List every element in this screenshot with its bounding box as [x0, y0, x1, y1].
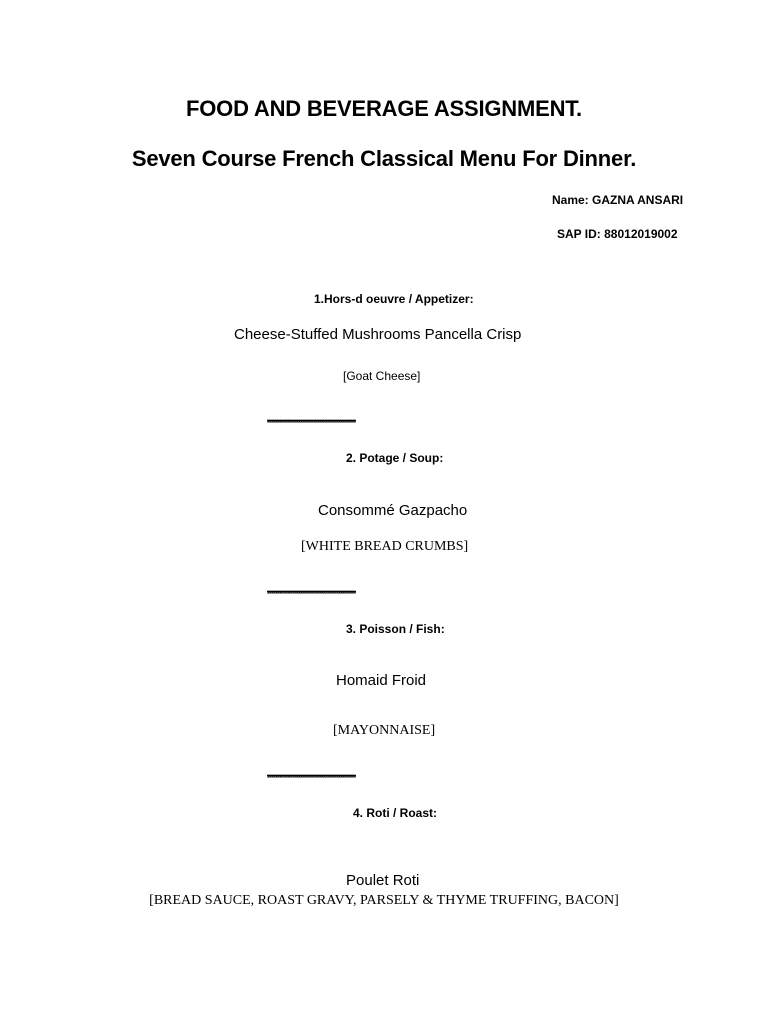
course-dish: Poulet Roti — [346, 872, 420, 889]
course-heading: 3. Poisson / Fish: — [346, 622, 445, 636]
course-heading: 2. Potage / Soup: — [346, 451, 444, 465]
course-dish: Cheese-Stuffed Mushrooms Pancella Crisp — [234, 326, 522, 343]
course-dish: Homaid Froid — [336, 672, 427, 689]
document-subtitle: Seven Course French Classical Menu For Dinner. — [131, 146, 637, 171]
section-divider: ,,,,,,,,,,,,,,,,,,,,,,,,,,,,,,,,,,,,,,,,,,,,,,,,,,,,,,,,,,,,,,,,,,,,,,,,,,,,,,,,,,,,,,,,,,,,,,,,,,,,,,,,,,,,,,,,,,,,,,,,,,,,,,,,,,,,,,, — [266, 412, 355, 424]
course-accompaniment: [WHITE BREAD CRUMBS] — [301, 539, 469, 554]
section-divider: ,,,,,,,,,,,,,,,,,,,,,,,,,,,,,,,,,,,,,,,,,,,,,,,,,,,,,,,,,,,,,,,,,,,,,,,,,,,,,,,,,,,,,,,,,,,,,,,,,,,,,,,,,,,,,,,,,,,,,,,,,,,,,,,,,,,,,,, — [266, 583, 355, 595]
course-heading: 4. Roti / Roast: — [353, 806, 438, 820]
course-accompaniment: [Goat Cheese] — [343, 369, 421, 383]
course-accompaniment: [BREAD SAUCE, ROAST GRAVY, PARSELY & THYME TRUFFING, BACON] — [149, 893, 619, 908]
document-title: FOOD AND BEVERAGE ASSIGNMENT. — [186, 96, 582, 121]
course-accompaniment: [MAYONNAISE] — [333, 723, 436, 738]
sap-id: SAP ID: 88012019002 — [557, 227, 678, 241]
student-name: Name: GAZNA ANSARI — [552, 193, 684, 207]
course-dish: Consommé Gazpacho — [318, 502, 468, 519]
section-divider: ,,,,,,,,,,,,,,,,,,,,,,,,,,,,,,,,,,,,,,,,,,,,,,,,,,,,,,,,,,,,,,,,,,,,,,,,,,,,,,,,,,,,,,,,,,,,,,,,,,,,,,,,,,,,,,,,,,,,,,,,,,,,,,,,,,,,,,, — [266, 767, 355, 779]
course-heading: 1.Hors-d oeuvre / Appetizer: — [314, 292, 474, 306]
